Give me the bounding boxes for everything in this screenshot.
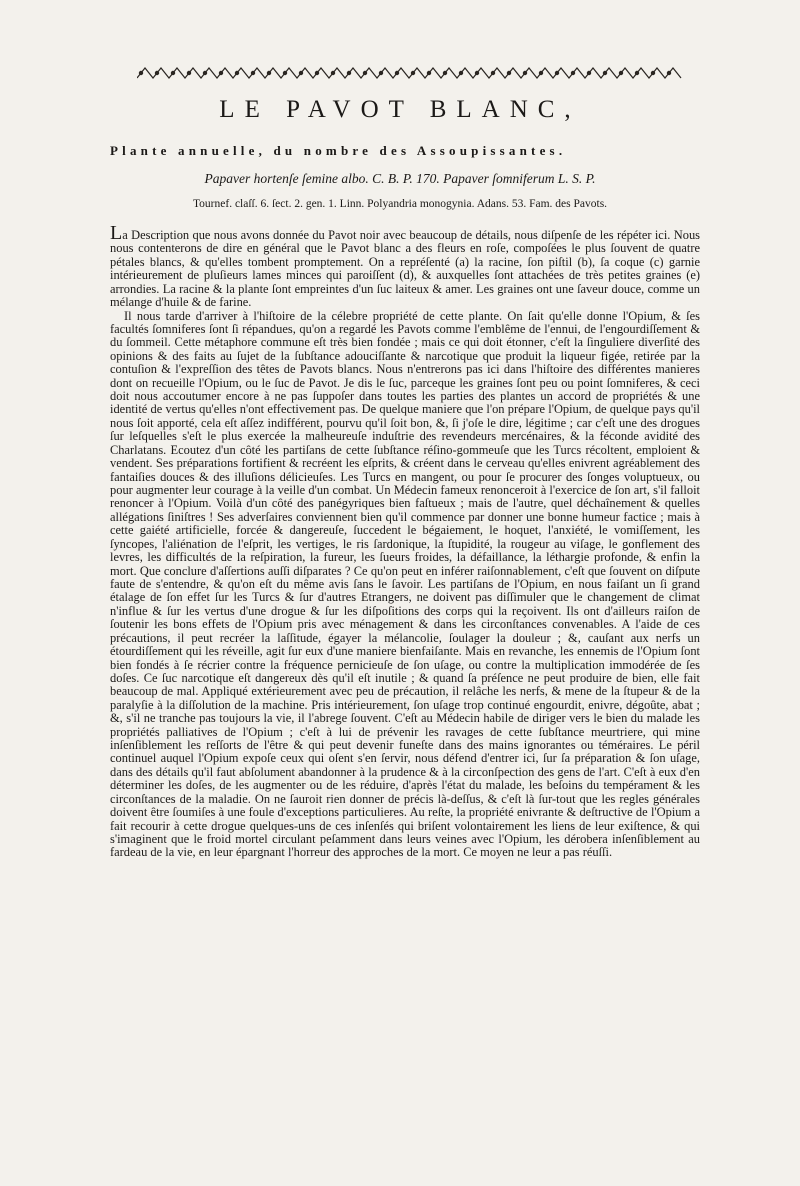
ornament-dot — [459, 71, 462, 74]
ornament-dot — [539, 71, 542, 74]
ornament-dot — [331, 71, 334, 74]
ornament-dot — [491, 71, 494, 74]
ornament-dot — [587, 71, 590, 74]
ornament-dot — [571, 71, 574, 74]
ornament-dot — [395, 71, 398, 74]
references-text: Tournef. claſſ. 6. ſect. 2. gen. 1. Linn. Polyandria monogynia. Adans. 53. Fam. des Pavots. — [192, 198, 608, 210]
ornament-dot — [251, 71, 254, 74]
ornament-dot — [347, 71, 350, 74]
ornament-dot — [475, 71, 478, 74]
ornament-dot — [283, 71, 286, 74]
ornament-dot — [235, 71, 238, 74]
ornament-dot — [651, 71, 654, 74]
synonyms-text: Papaver hortenſe ſemine albo. C. B. P. 170. Papaver ſomniferum L. S. P. — [204, 171, 596, 186]
ornament-dot — [379, 71, 382, 74]
paragraph-description — [110, 222, 700, 310]
ornament-dot — [267, 71, 270, 74]
ornament-dot — [619, 71, 622, 74]
ornament-dot — [507, 71, 510, 74]
ornament-dot — [555, 71, 558, 74]
ornament-dot — [155, 71, 158, 74]
ornament-dot — [635, 71, 638, 74]
ornament-dot — [187, 71, 190, 74]
drop-cap: L — [110, 222, 123, 244]
subtitle-text: Plante annuelle, du nombre des Assoupissantes. — [110, 143, 567, 158]
ornament-dot — [203, 71, 206, 74]
classification-references — [0, 198, 800, 210]
ornament-dot — [603, 71, 606, 74]
paragraph-opium — [110, 310, 700, 860]
ornament-dot — [523, 71, 526, 74]
ornament-dot — [139, 71, 142, 74]
page-title: LE PAVOT BLANC, — [219, 96, 581, 123]
botanical-synonyms — [0, 171, 800, 187]
ornament-dot — [315, 71, 318, 74]
ornament-dot — [427, 71, 430, 74]
ornament-dot — [443, 71, 446, 74]
paragraph-2-text: Il nous tarde d'arriver à l'hiſtoire de la célebre propriété de cette plante. On ſait qu'elle donne l'Opium, & ſes facultés ſomniferes ſont ſi répandues, qu'on a regardé les Pavots comme l'emblême de l'ennui, de l'engourdiſſement & du ſommeil. Cette métaphore commune eſt très bien fondée ; mais ce qui doit étonner, c'eſt la ſinguliere diverſité des opinions & des faits au ſujet de la ſubſtance adouciſſante & narcotique que produit la liqueur figée, retirée par la contuſion & l'expreſſion des têtes de Pavots blancs. Nous n'entrerons pas ici dans l'hiſtoire des différentes manieres dont on recueille l'Opium, ou le ſuc de Pavot. Je dis le ſuc, parceque les graines ſont peu ou point ſomniferes, & ceci doit nous accoutumer encore à ne pas ſuppoſer dans toutes les parties des plantes un accord de propriétés & une identité de vertus qu'elles n'ont effectivement pas. De quelque maniere que l'on prépare l'Opium, de quelque pays qu'il nous ſoit apporté, cela eſt aſſez indifférent, pourvu qu'il ſoit bon, &, ſi j'oſe le dire, légitime ; car c'eſt une des drogues ſur leſquelles s'eſt le plus exercée la malheureuſe induſtrie des revendeurs mercénaires, & la féconde avidité des Charlatans. Ecoutez d'un côté les partiſans de cette ſubſtance réſino-gommeuſe que les Turcs récoltent, emploient & vendent. Ses préparations fortifient & recréent les eſprits, & créent dans le cerveau qu'elles enivrent agréablement des fantaiſies douces & des illuſions délicieuſes. Les Turcs en mangent, ou pour ſe procurer des ſonges voluptueux, ou pour augmenter leur courage à la veille d'un combat. Un Médecin fameux renonceroit à l'exercice de ſon art, s'il falloit renoncer à l'Opium. Voilà d'un côté des panégyriques bien faſtueux ; mais de l'autre, quel déchaînement & quelles allégations ſiniſtres ! Ses adverſaires conviennent bien qu'il commence par donner une bonne humeur factice ; mais à cette gaiété artificielle, forcée & dangereuſe, ſuccedent le bégaiement, le hoquet, l'anxiété, le vomiſſement, les ſyncopes, l'aliénation de l'eſprit, les vertiges, le ris ſardonique, la ſtupidité, la rougeur au viſage, le gonflement des levres, les difficultés de la reſpiration, la fureur, les ſueurs froides, la défaillance, la léthargie profonde, & enfin la mort. Que conclure d'aſſertions auſſi diſparates ? Ce qu'on peut en inférer raiſonnablement, c'eſt que ſouvent on diſpute faute de s'entendre, & qu'on eſt du même avis ſans le ſavoir. Les partiſans de l'Opium, en nous faiſant un ſi grand étalage de ſon effet ſur les Turcs & ſur d'autres Etrangers, ne doivent pas diſſimuler que le changement de climat n'influe & ſur les vertus d'une drogue & ſur les diſpoſitions des corps qui la reçoivent. Ils ont d'ailleurs raiſon de ſoutenir les bons effets de l'Opium pris avec ménagement & dans les circonſtances convenables. A l'aide de ces précautions, il peut recréer la laſſitude, égayer la mélancolie, ſoulager la douleur ; &, cauſant aux nerfs un étourdiſſement qui les réveille, agit ſur eux d'une maniere bienfaiſante. Mais en revanche, les ennemis de l'Opium ſont bien fondés à ſe récrier contre la fréquence pernicieuſe de ſon uſage, ou contre la multiplication immodérée de ſes doſes. Ce ſuc narcotique eſt dangereux dès qu'il eſt inutile ; & quand ſa préſence ne peut produire de bien, elle fait beaucoup de mal. Appliqué extérieurement avec peu de précaution, il relâche les nerfs, & mene de la ſtupeur & de la paralyſie à la diſſolution de la machine. Pris intérieurement, ſon uſage trop continué engourdit, enivre, dégoûte, abat ; &, s'il ne tranche pas toujours la vie, il l'abrege ſouvent. C'eſt au Médecin habile de diriger vers le bien du malade les propriétés palliatives de l'Opium ; c'eſt à lui de prévenir les ravages de cette ſubſtance meurtriere, qui mine inſenſiblement les reſſorts de l'être & qui peut devenir funeſte dans des mains ignorantes ou téméraires. Le péril continuel auquel l'Opium expoſe ceux qui oſent s'en ſervir, nous défend d'entrer ici, ſur ſa préparation & ſon uſage, dans des détails qu'il faut abſolument abandonner à la prudence & à la circonſpection des gens de l'art. C'eſt à eux d'en déterminer les doſes, de les augmenter ou de les réduire, d'après l'état du malade, les beſoins du tempérament & les circonſtances de la maladie. On ne ſauroit rien donner de précis là-deſſus, & c'eſt là ſur-tout que les regles générales doivent être ſoumiſes à une foule d'exceptions particulieres. Au reſte, la propriété enivrante & deſtructive de l'Opium a fait recourir à cette drogue quelques-uns de ces inſenſés qui briſent volontairement les liens de leur exiſtence, & qui s'imaginent que le froid mortel circulant peſamment dans leurs veines avec l'Opium, les dérobera inſenſiblement au fardeau de la vie, en leur épargnant l'horreur des approches de la mort. Ce moyen ne leur a pas réuſſi. — [110, 308, 700, 860]
ornament-dot — [299, 71, 302, 74]
ornamental-header-band — [137, 66, 685, 80]
ornament-dot — [219, 71, 222, 74]
ornament-dot — [411, 71, 414, 74]
ornament-dot — [171, 71, 174, 74]
paragraph-1-text: a Description que nous avons donnée du Pavot noir avec beaucoup de détails, nous diſpenſe de les répéter ici. Nous nous contenterons de dire en général que le Pavot blanc a des fleurs en roſe, compoſées le plus ſouvent de quatre pétales blancs, & qu'elles tombent promptement. On a repréſenté (a) la racine, ſon piſtil (b), ſa coque (c) garnie intérieurement de pluſieurs lames minces qui paroiſſent (d), & auxquelles ſont attachées de très petites graines (e) arrondies. La racine & la plante ſont empreintes d'un ſuc laiteux & amer. Les graines ont une ſaveur douce, comme un mélange d'huile & de farine. — [110, 228, 700, 310]
ornament-dot — [363, 71, 366, 74]
subtitle — [110, 143, 700, 159]
body-text — [110, 222, 700, 860]
ornament-dot — [667, 71, 670, 74]
